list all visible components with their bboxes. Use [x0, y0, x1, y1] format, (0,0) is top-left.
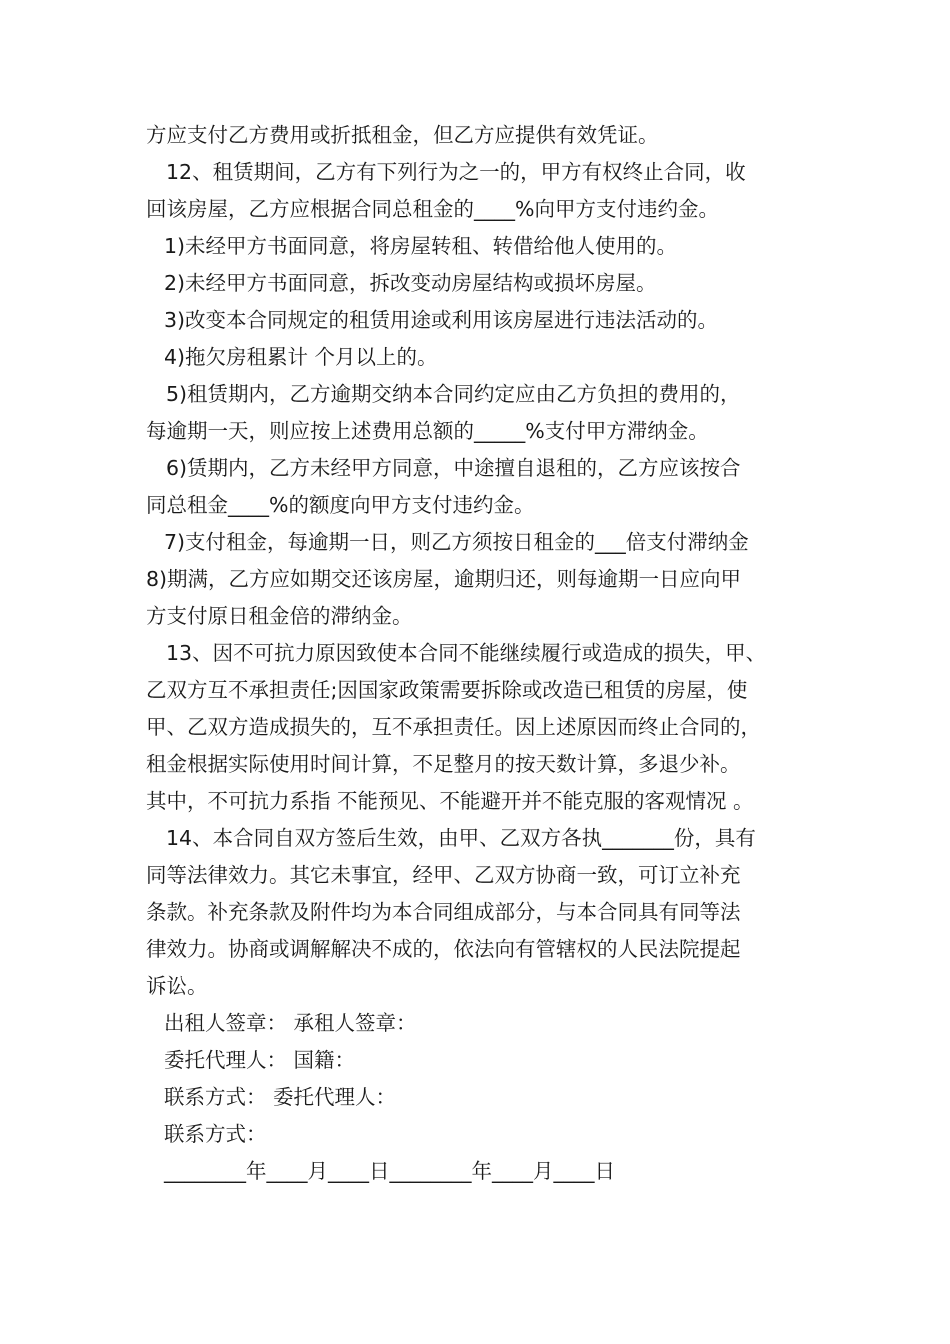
- clause-13-line: 13、因不可抗力原因致使本合同不能继续履行或造成的损失，甲、: [166, 641, 767, 665]
- list-item-4: 4)拖欠房租累计 个月以上的。: [164, 345, 438, 369]
- signature-line-contact: 联系方式： 委托代理人：: [164, 1085, 397, 1109]
- text-line: 同总租金____%的额度向甲方支付违约金。: [146, 493, 535, 517]
- text-line: 每逾期一天，则应按上述费用总额的_____%支付甲方滞纳金。: [146, 419, 709, 443]
- list-item-2: 2)未经甲方书面同意，拆改变动房屋结构或损坏房屋。: [164, 271, 657, 295]
- list-item-8: 8)期满，乙方应如期交还该房屋，逾期归还，则每逾期一日应向甲: [146, 567, 742, 591]
- text-line: 律效力。协商或调解解决不成的，依法向有管辖权的人民法院提起: [146, 937, 741, 961]
- text-line: 甲、乙双方造成损失的，互不承担责任。因上述原因而终止合同的，: [146, 715, 761, 739]
- list-item-7: 7)支付租金，每逾期一日，则乙方须按日租金的___倍支付滞纳金: [164, 530, 749, 554]
- list-item-5: 5)租赁期内，乙方逾期交纳本合同约定应由乙方负担的费用的，: [166, 382, 741, 406]
- signature-line-lessor: 出租人签章： 承租人签章：: [164, 1011, 417, 1035]
- text-line: 回该房屋，乙方应根据合同总租金的____%向甲方支付违约金。: [146, 197, 719, 221]
- text-line: 其中，不可抗力系指 不能预见、不能避开并不能克服的客观情况 。: [146, 789, 754, 813]
- list-item-6: 6)赁期内，乙方未经甲方同意，中途擅自退租的，乙方应该按合: [166, 456, 741, 480]
- text-line: 方支付原日租金倍的滞纳金。: [146, 604, 413, 628]
- text-line: 条款。补充条款及附件均为本合同组成部分，与本合同具有同等法: [146, 900, 741, 924]
- text-line: 方应支付乙方费用或折抵租金，但乙方应提供有效凭证。: [146, 123, 659, 147]
- text-line: 租金根据实际使用时间计算，不足整月的按天数计算，多退少补。: [146, 752, 741, 776]
- text-line: 乙双方互不承担责任;因国家政策需要拆除或改造已租赁的房屋，使: [146, 678, 748, 702]
- signature-line-contact-2: 联系方式：: [164, 1122, 267, 1146]
- clause-14-line: 14、本合同自双方签后生效，由甲、乙双方各执_______份，具有: [166, 826, 756, 850]
- list-item-3: 3)改变本合同规定的租赁用途或利用该房屋进行违法活动的。: [164, 308, 719, 332]
- date-line: ________年____月____日________年____月____日: [164, 1159, 615, 1183]
- text-line: 诉讼。: [146, 974, 208, 998]
- list-item-1: 1)未经甲方书面同意，将房屋转租、转借给他人使用的。: [164, 234, 678, 258]
- signature-line-agent: 委托代理人： 国籍：: [164, 1048, 356, 1072]
- text-line: 同等法律效力。其它未事宜，经甲、乙双方协商一致，可订立补充: [146, 863, 741, 887]
- clause-12-line: 12、租赁期间，乙方有下列行为之一的，甲方有权终止合同，收: [166, 160, 746, 184]
